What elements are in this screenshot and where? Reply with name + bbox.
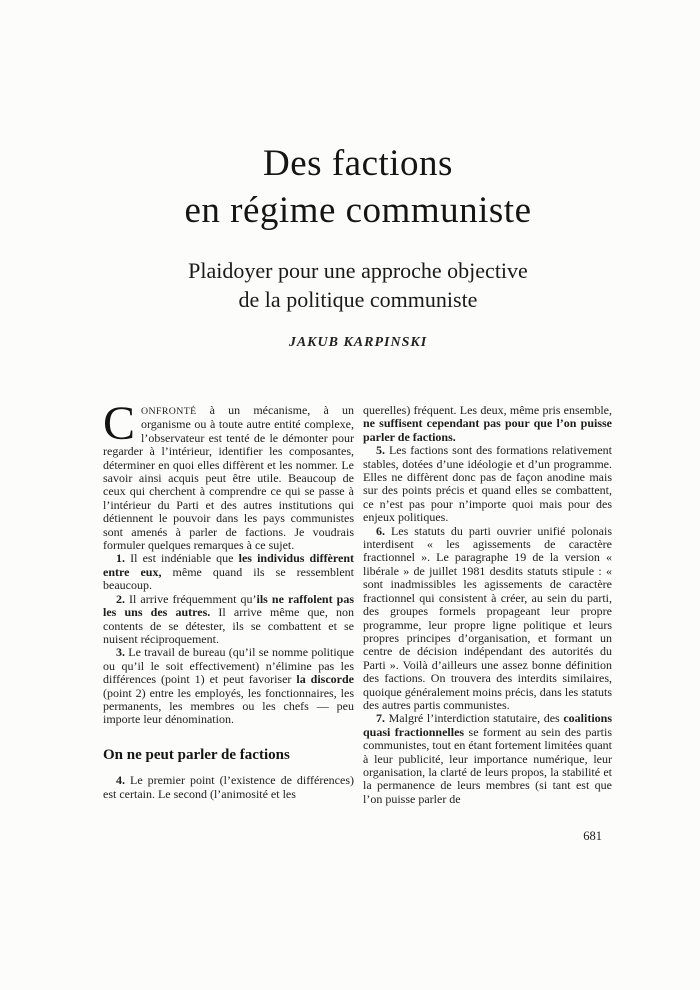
bold-text-run: 7.: [376, 711, 385, 726]
article-title: [103, 140, 613, 234]
paragraph: [363, 404, 612, 444]
author-name: JAKUB KARPINSKI: [288, 335, 428, 350]
bold-text-run: ils ne raffolent pas les uns des autres.: [103, 591, 354, 620]
section-heading: On ne peut parler de factions: [103, 746, 290, 763]
paragraph: [363, 712, 612, 806]
paragraph: [103, 397, 354, 553]
bold-text-run: 3.: [116, 645, 125, 660]
article-subtitle: [90, 256, 626, 314]
bold-text-run: coalitions quasi fractionnelles: [363, 711, 612, 739]
paragraph: [363, 525, 612, 713]
article-title-line1: Des factions: [263, 143, 453, 184]
article-title-line2: en régime communiste: [184, 190, 532, 231]
text-run: Il est indéniable que: [125, 551, 239, 566]
article-subtitle-line1: Plaidoyer pour une approche objective: [188, 258, 528, 283]
bold-text-run: 4.: [116, 773, 125, 788]
page-number: 681: [583, 829, 602, 843]
text-run: se forment au sein des partis communistes, tout en étant fortement limitées quant à leur publicité, leur importance numérique, leur organisation, la clarté de leurs propos, la stabilité et la permanence de leurs membres (si tant est que l’on puisse parler de: [363, 724, 613, 806]
text-run: Il arrive fréquemment qu’: [125, 591, 257, 606]
article-subtitle-line2: de la politique communiste: [238, 287, 478, 312]
paragraph: [363, 444, 612, 524]
paragraph: [103, 593, 354, 647]
right-text-column: [363, 404, 612, 806]
paragraph: [103, 774, 354, 801]
bold-text-run: 5.: [376, 443, 385, 458]
bold-text-run: 1.: [116, 551, 125, 566]
text-run: Malgré l’interdiction statutaire, des: [385, 711, 564, 726]
bold-text-run: 6.: [376, 523, 385, 538]
text-run: même quand ils se ressemblent beaucoup.: [103, 564, 355, 593]
bold-text-run: les individus diffèrent entre eux,: [103, 551, 354, 579]
text-run: Il arrive même que, non contents de se détester, ils se combattent et se nuisent réciproquement.: [103, 605, 354, 646]
text-run: à un mécanisme, à un organisme ou à toute autre entité complexe, l’observateur est tenté de le démonter pour regarder à l’intérieur, identifier les composantes, déterminer en quoi elles diffèrent et les nommer. Le savoir ainsi acquis peut être utile. Beaucoup de ceux qui cherchent à comprendre ce qui se passe à l’intérieur du Parti et des autres institutions qui détiennent le pouvoir dans les pays communistes sont amenés à parler de factions. Je voudrais formuler quelques remarques à ce sujet.: [103, 403, 354, 553]
text-run: (point 2) entre les employés, les fonctionnaires, les permanents, les membres ou les chefs — peu importe leur dénomination.: [103, 685, 354, 727]
bold-text-run: la discorde: [296, 672, 354, 687]
smallcaps-text-run: ONFRONTÉ: [141, 406, 197, 417]
paragraph: [103, 646, 354, 726]
text-run: Le travail de bureau (qu’il se nomme politique ou qu’il le soit effectivement) n’élimine pas les différences (point 1) et peut favoriser: [103, 645, 354, 687]
paragraph: [103, 552, 354, 592]
bold-text-run: 2.: [116, 591, 125, 606]
bold-text-run: ne suffisent cependant pas pour que l’on puisse parler de factions.: [363, 416, 612, 444]
text-run: Le premier point (l’existence de différences) est certain. Le second (l’animosité et les: [103, 773, 354, 801]
text-run: querelles) fréquent. Les deux, même pris ensemble,: [363, 403, 612, 417]
text-run: Les statuts du parti ouvrier unifié polonais interdisent « les agissements de caractère fractionnel ». Le paragraphe 19 de la version « libérale » de juillet 1981 desdits statuts stipule : « sont inadmissibles les agissements de caractère fractionnel qui consistent à créer, au sein du parti, des groupes formels propageant leur propre programme, leur propre ligne politique et leurs propres principes d’organisation, et formant un centre de décision indépendant des autorités du Parti ». Voilà d’ailleurs une assez bonne définition des factions. On trouvera des interdits similaires, quoique généralement moins précis, dans les statuts des autres partis communistes.: [363, 523, 612, 712]
left-text-column: [103, 397, 355, 801]
text-run: Les factions sont des formations relativement stables, dotées d’une idéologie et d’un programme. Elles ne diffèrent donc pas de façon anodine mais sur des points précis et quand elles se combattent, ce n’est pas pour n’importe quoi mais pour des enjeux politiques.: [363, 443, 612, 525]
drop-cap: C: [103, 397, 136, 450]
